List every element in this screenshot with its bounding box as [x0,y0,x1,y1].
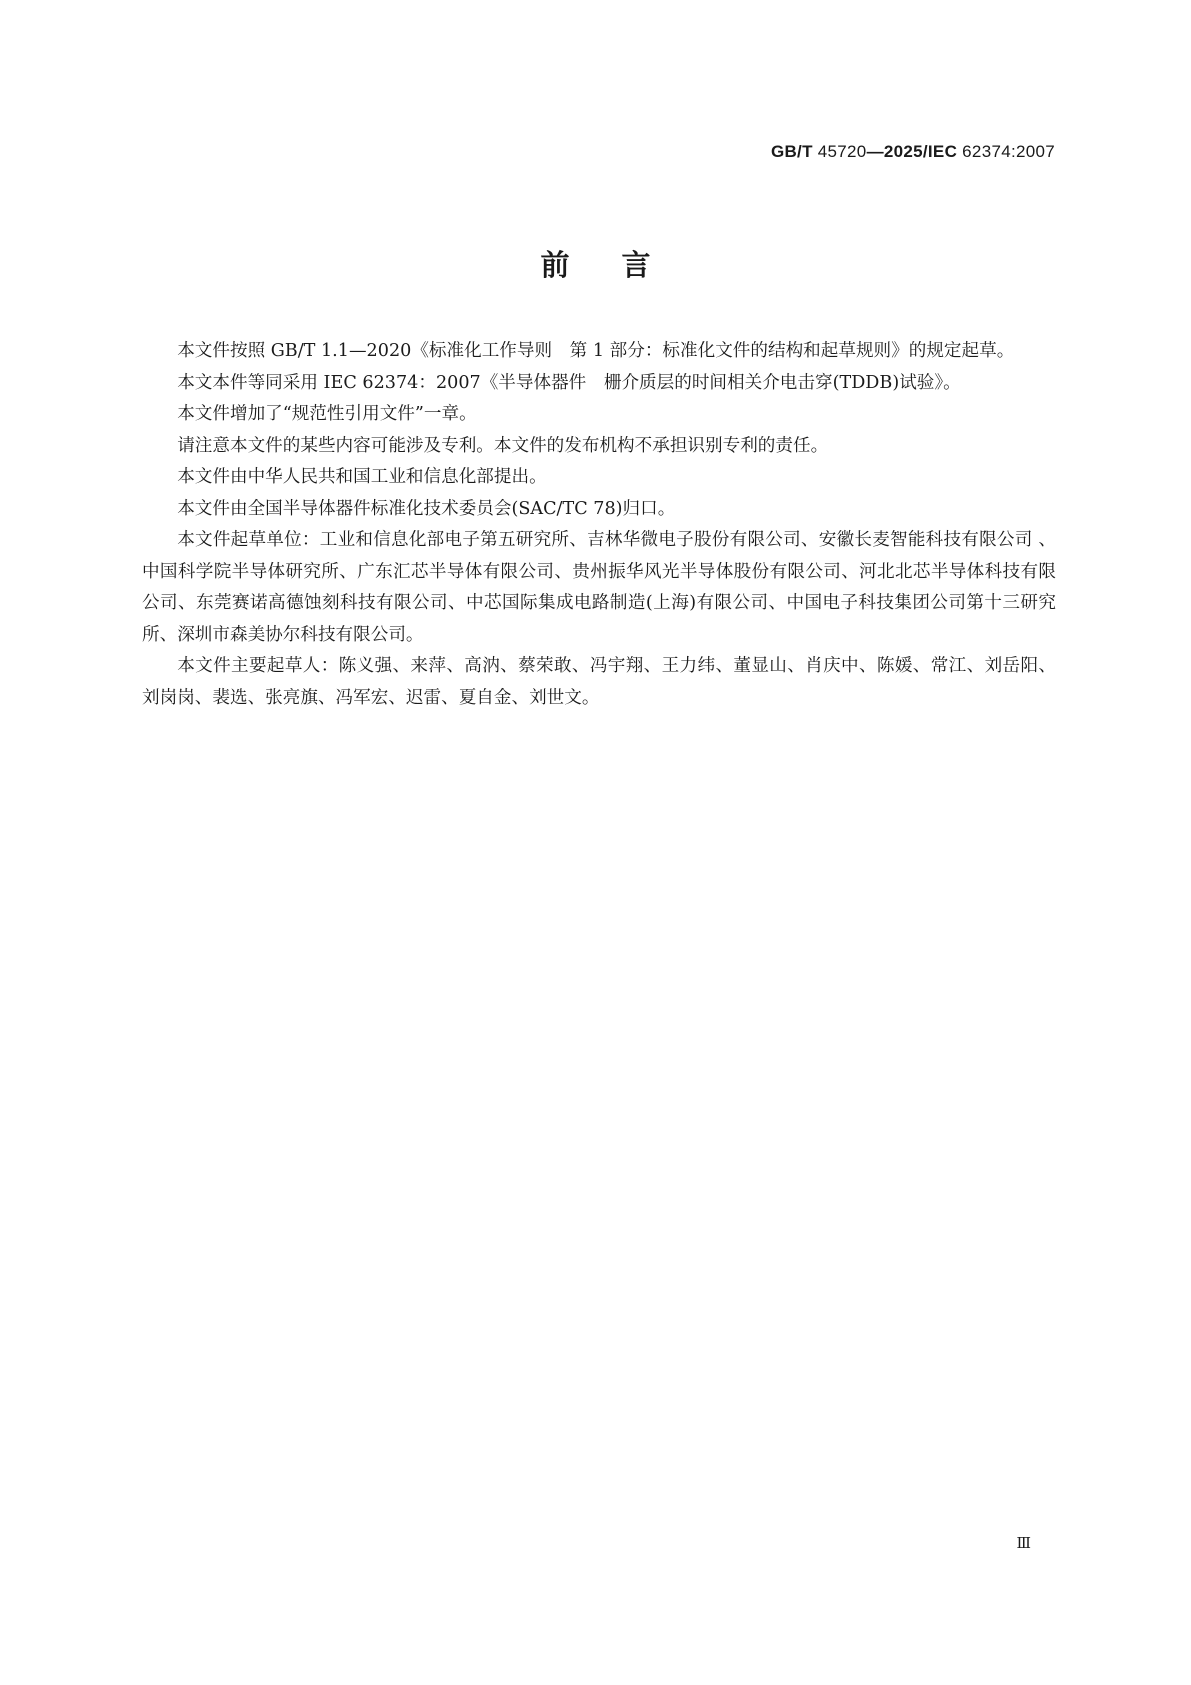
page-title: 前言 [540,248,703,282]
standard-code-header [771,142,1055,162]
iec-number: 62374:2007 [957,142,1055,161]
paragraph-patent-notice: 请注意本文件的某些内容可能涉及专利。本文件的发布机构不承担识别专利的责任。 [177,435,829,456]
standard-number: 45720 [812,142,867,161]
page-number: Ⅲ [1016,1534,1031,1552]
paragraph-added-chapter: 本文件增加了“规范性引用文件”一章。 [177,404,477,424]
paragraph-drafting-rules: 本文件按照 GB/T 1.1—2020《标准化工作导则 第 1 部分：标准化文件的结构和起草规则》的规定起草。 [177,341,1015,361]
standard-year-iec: —2025/IEC [866,142,958,161]
paragraph-drafting-units: 本文件起草单位：工业和信息化部电子第五研究所、吉林华微电子股份有限公司、安徽长麦智能科技有限公司 、中国科学院半导体研究所、广东汇芯半导体有限公司、贵州振华风光半导体股份有限公司、河北北芯半导体科技有限公司、东莞赛诺高德蚀刻科技有限公司、中芯国际集成电路制造(上海)有限公司、中国电子科技集团公司第十三研究所、深圳市森美协尔科技有限公司。 [142,530,1056,645]
paragraph-equivalence: 本文本件等同采用 IEC 62374：2007《半导体器件 栅介质层的时间相关介电击穿(TDDB)试验》。 [177,372,961,393]
foreword-body [142,336,1056,714]
standard-prefix: GB/T [770,142,813,161]
paragraph-centralized-by: 本文件由全国半导体器件标准化技术委员会(SAC/TC 78)归口。 [177,498,676,519]
paragraph-proposed-by: 本文件由中华人民共和国工业和信息化部提出。 [177,467,547,487]
paragraph-drafters: 本文件主要起草人：陈义强、来萍、高汭、蔡荣敢、冯宇翔、王力纬、董显山、肖庆中、陈媛、常江、刘岳阳、刘岗岗、裴选、张亮旗、冯军宏、迟雷、夏自金、刘世文。 [142,656,1056,708]
